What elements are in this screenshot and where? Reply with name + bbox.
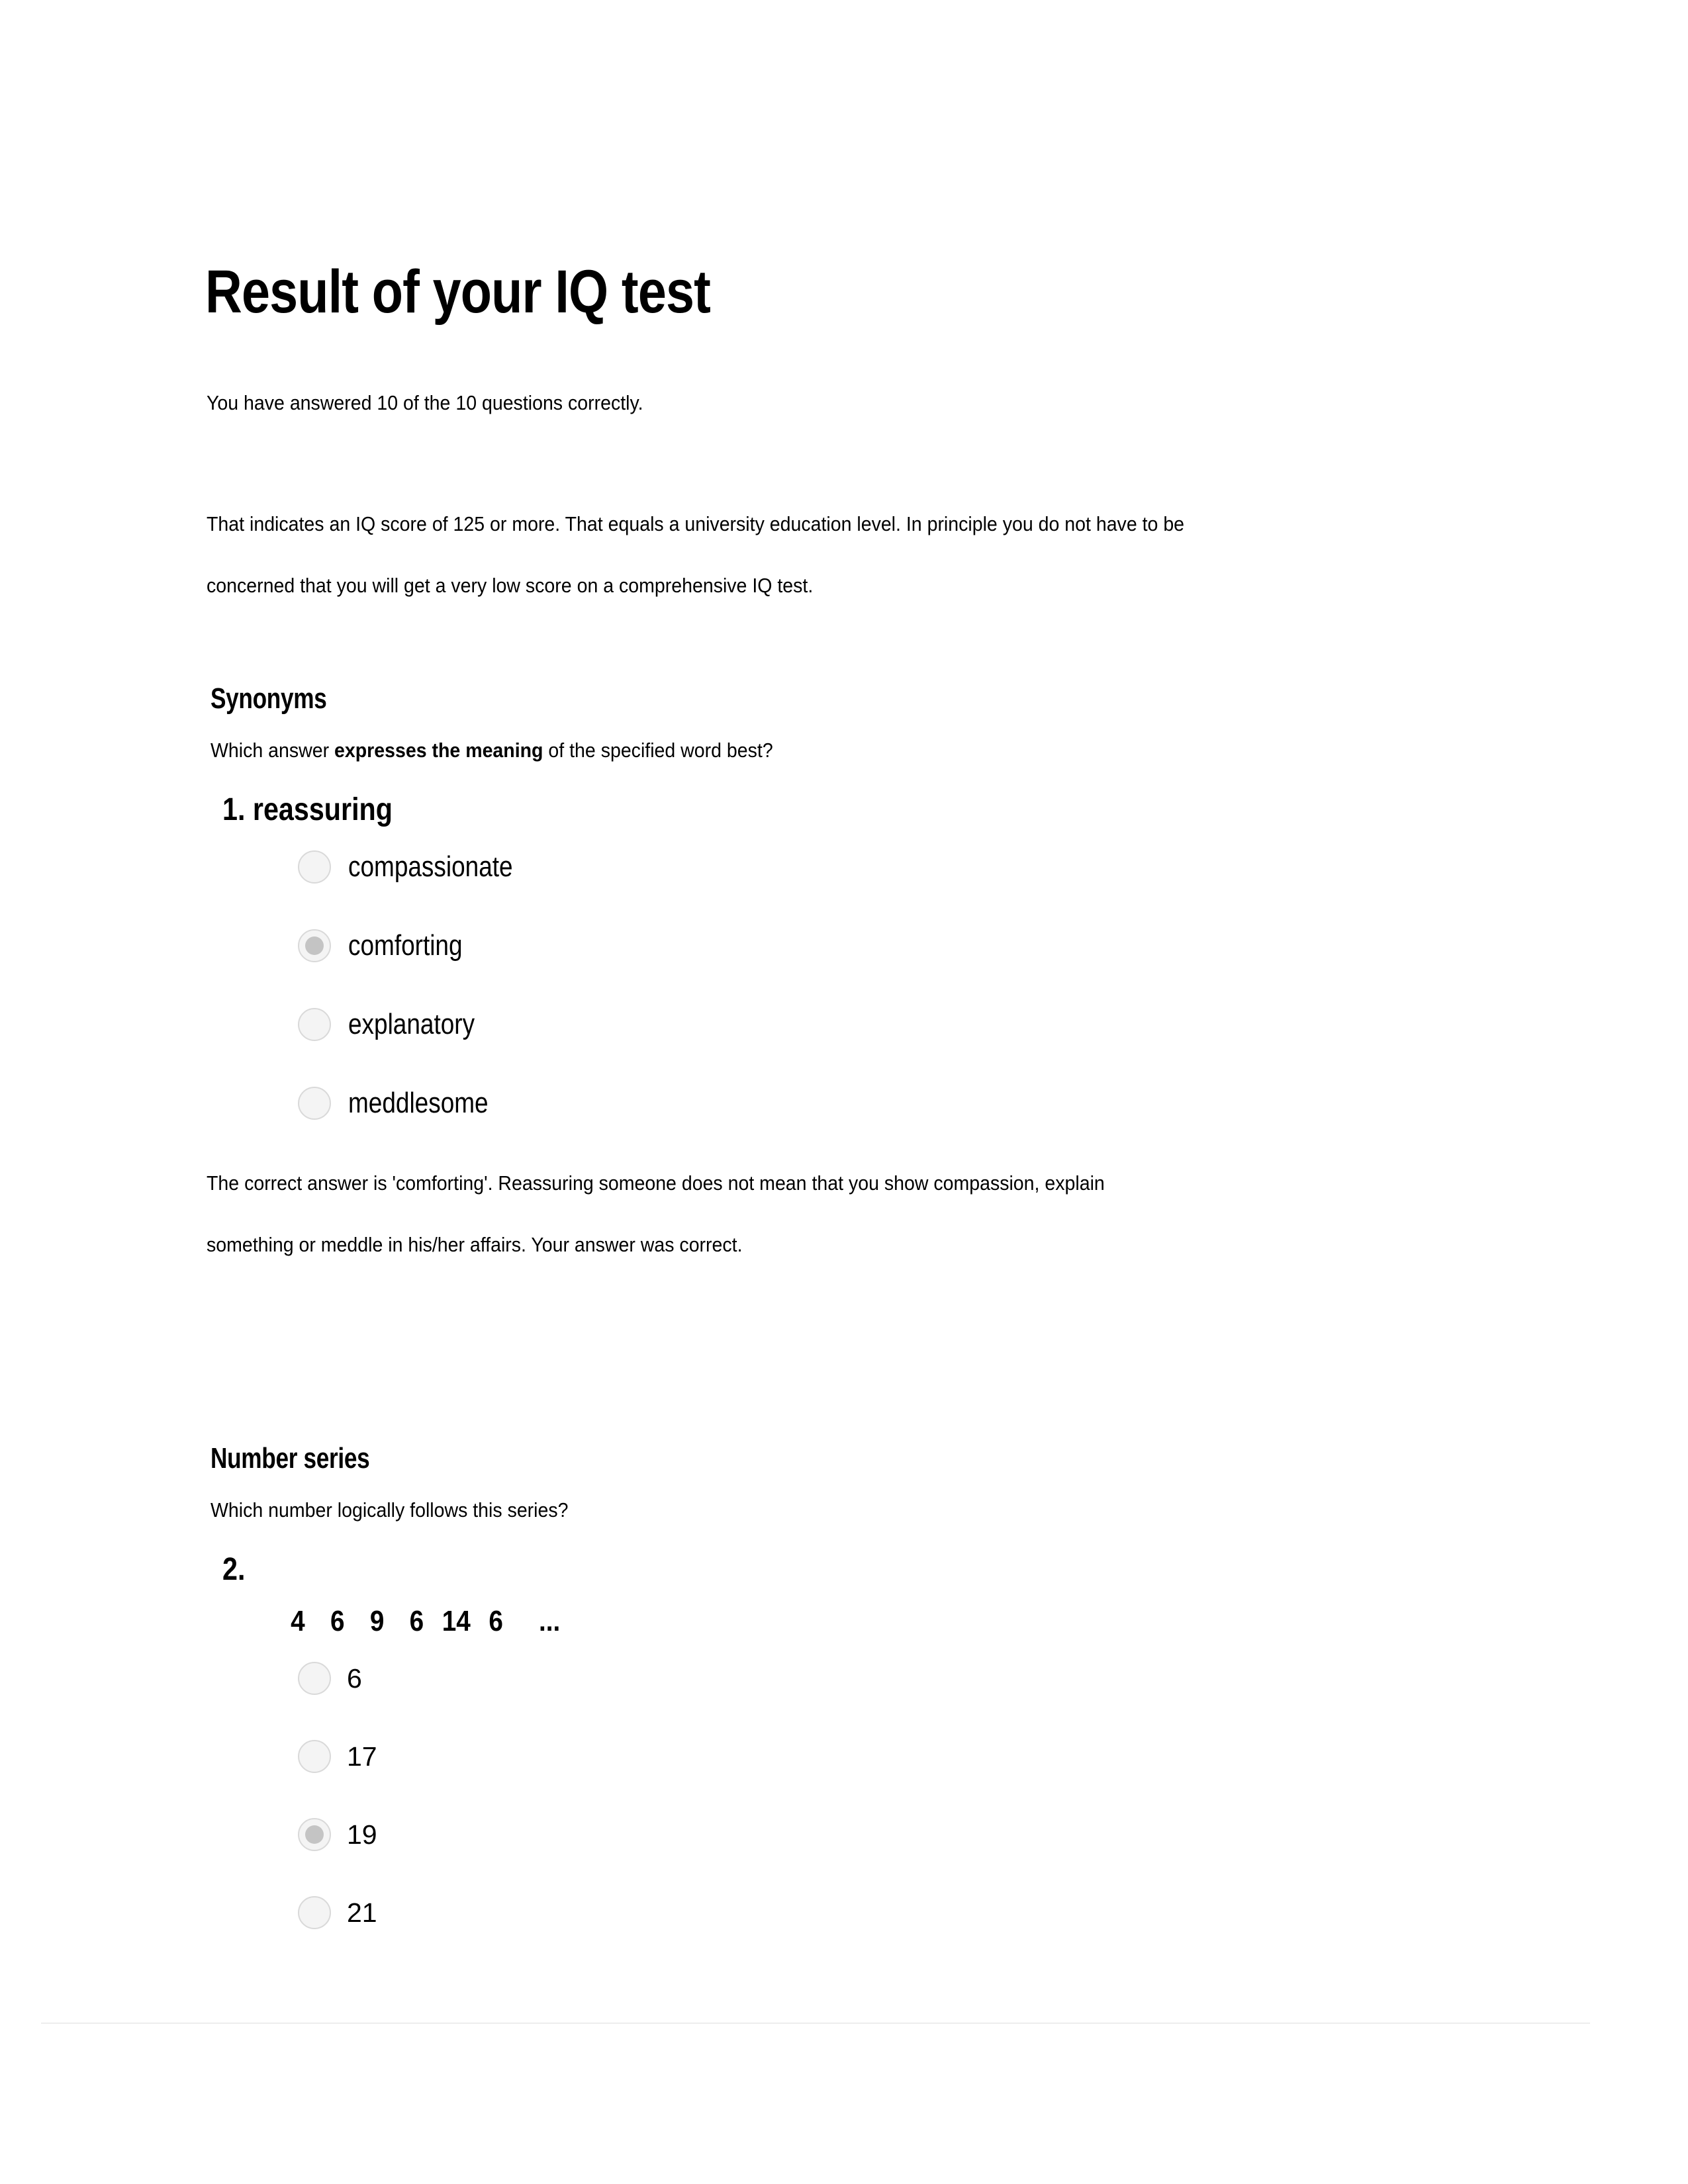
radio-button-icon[interactable]: [298, 1087, 331, 1120]
option-label: comforting: [348, 929, 463, 962]
radio-button-selected-icon[interactable]: [298, 1818, 331, 1851]
option-row[interactable]: [298, 1005, 1570, 1044]
series-number: 4: [291, 1605, 305, 1637]
prompt-text-before: Which answer: [211, 739, 335, 762]
prompt-text-emphasis: expresses the meaning: [334, 739, 543, 762]
question-title-1: 1. reassuring: [222, 792, 393, 827]
option-row[interactable]: [298, 1815, 609, 1854]
explanation-line-2: something or meddle in his/her affairs. Your answer was correct.: [207, 1233, 743, 1256]
page-title: Result of your IQ test: [205, 257, 711, 326]
option-row[interactable]: [298, 1659, 609, 1698]
prompt-text-after: of the specified word best?: [543, 739, 773, 762]
explanation-line-1: The correct answer is 'comforting'. Reassuring someone does not mean that you show compassion, explain: [207, 1171, 1105, 1195]
option-row[interactable]: [298, 1737, 609, 1776]
radio-button-icon[interactable]: [298, 1662, 331, 1695]
option-label: 19: [347, 1819, 377, 1850]
option-label: 21: [347, 1897, 377, 1928]
series-number: 6: [330, 1605, 345, 1637]
option-label: meddlesome: [348, 1087, 489, 1119]
option-label: 17: [347, 1741, 377, 1772]
series-ellipsis: ...: [538, 1605, 561, 1637]
radio-button-icon[interactable]: [298, 1740, 331, 1773]
radio-button-icon[interactable]: [298, 1896, 331, 1929]
iq-summary-line-2: concerned that you will get a very low score on a comprehensive IQ test.: [207, 574, 814, 597]
radio-button-icon[interactable]: [298, 850, 331, 884]
option-row[interactable]: [298, 926, 1570, 966]
series-number: 14: [442, 1605, 471, 1637]
option-row[interactable]: [298, 1893, 609, 1933]
explanation-1: [207, 1152, 1461, 1275]
question-title-2: 2.: [222, 1552, 246, 1587]
option-label: compassionate: [348, 850, 513, 883]
option-label: explanatory: [348, 1008, 475, 1040]
score-summary: You have answered 10 of the 10 questions correctly.: [207, 391, 643, 414]
option-row[interactable]: [298, 847, 1570, 887]
section-number-series: [211, 1441, 609, 1971]
iq-summary-paragraph: [207, 493, 1455, 616]
series-number: 6: [409, 1605, 424, 1637]
section-heading-number-series: Number series: [211, 1442, 370, 1475]
section-prompt-number-series: Which number logically follows this series?: [211, 1498, 569, 1522]
radio-button-selected-icon[interactable]: [298, 929, 331, 962]
footer-divider: [41, 2023, 1590, 2024]
radio-button-icon[interactable]: [298, 1008, 331, 1041]
section-heading-synonyms: Synonyms: [211, 682, 327, 715]
number-series-values: [278, 1603, 569, 1640]
option-row[interactable]: [298, 1083, 1570, 1123]
answer-options-1: [298, 847, 1570, 1123]
option-label: 6: [347, 1663, 362, 1694]
section-prompt-synonyms: [211, 735, 1462, 766]
series-number: 6: [489, 1605, 503, 1637]
series-number: 9: [369, 1605, 385, 1637]
answer-options-2: [298, 1659, 609, 1933]
section-synonyms: [207, 682, 1570, 1275]
iq-summary-line-1: That indicates an IQ score of 125 or more. That equals a university education level. In principle you do not have to be: [207, 512, 1185, 535]
